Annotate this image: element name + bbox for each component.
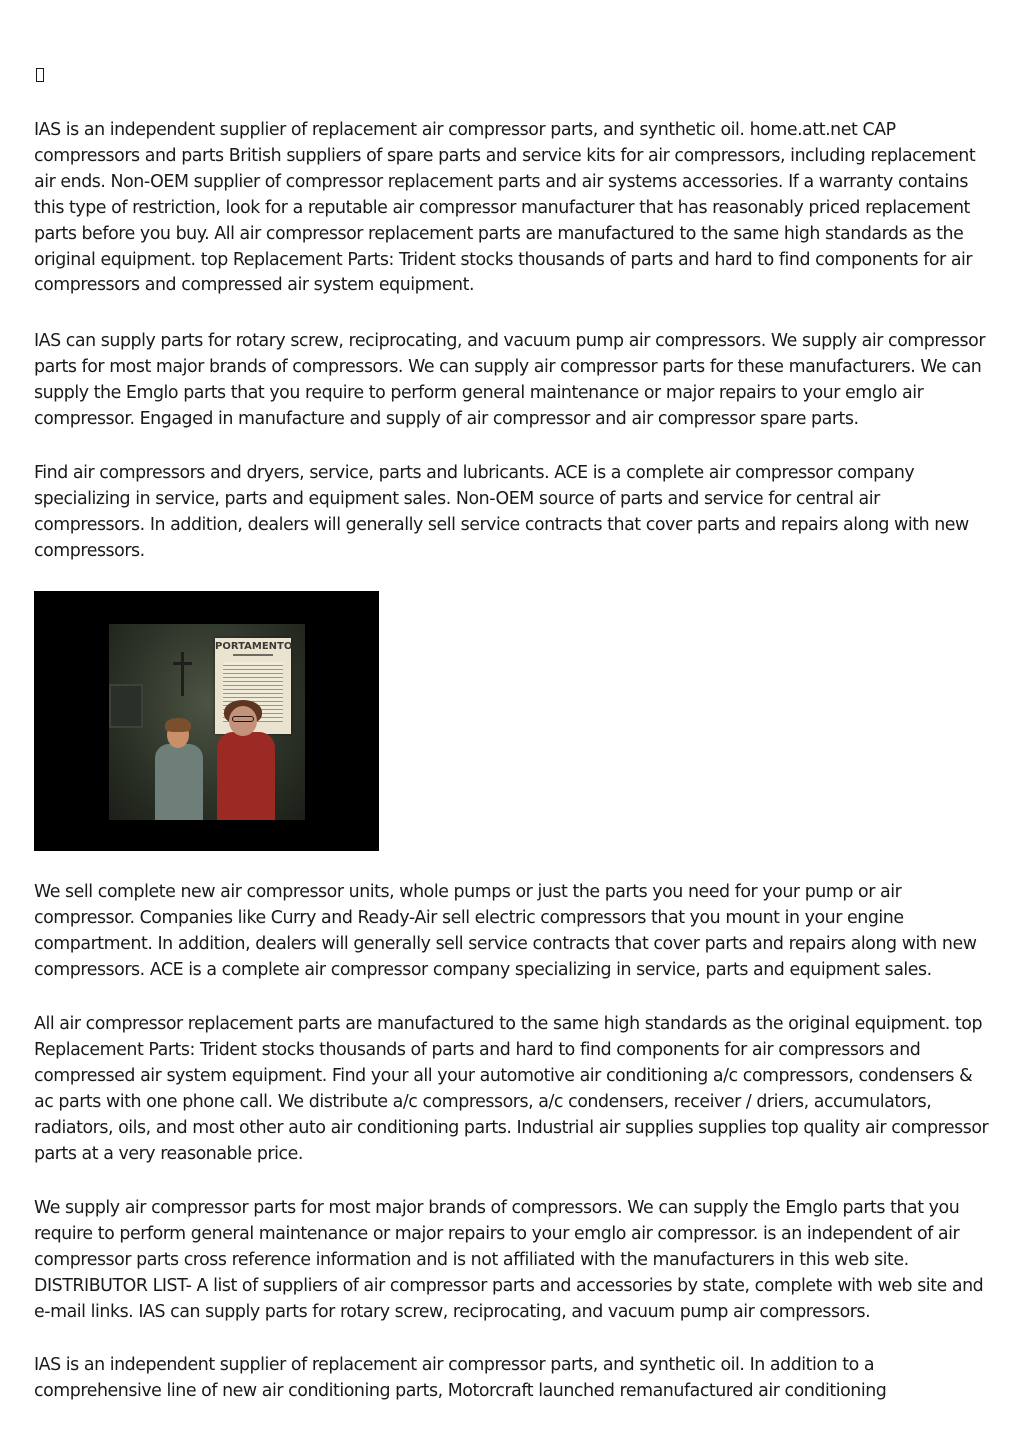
paragraph: We supply air compressor parts for most major brands of compressors. We can supply the Emglo parts that you require to perform general maintenance or major repairs to your emglo air compressor. is an independent of air compressor parts cross reference information and is not affiliated with the manufacturers in this web site. DISTRIBUTOR LIST- A list of suppliers of air compressor parts and accessories by state, complete with web site and e-mail links. IAS can supply parts for rotary screw, reciprocating, and vacuum pump air compressors. xyxy=(34,1198,984,1322)
paragraph: All air compressor replacement parts are manufactured to the same high standards as the original equipment. top Replacement Parts: Trident stocks thousands of parts and hard to find components for air compressors and compressed air system equipment. Find your all your automotive air conditioning a/c compressors, condensers & ac parts with one phone call. We distribute a/c compressors, a/c condensers, receiver / driers, accumulators, radiators, oils, and most other auto air conditioning parts. Industrial air supplies supplies top quality air compressor parts at a very reasonable price. xyxy=(34,1014,989,1164)
glasses-icon xyxy=(232,716,254,722)
missing-glyph-icon xyxy=(36,68,44,82)
cross-icon xyxy=(181,652,184,696)
album-cover-image xyxy=(34,591,379,851)
paragraph: IAS can supply parts for rotary screw, reciprocating, and vacuum pump air compressors. We supply air compressor parts for most major brands of compressors. We can supply air compressor parts for these manufacturers. We can supply the Emglo parts that you require to perform general maintenance or major repairs to your emglo air compressor. Engaged in manufacture and supply of air compressor and air compressor spare parts. xyxy=(34,331,986,429)
paragraph: IAS is an independent supplier of replacement air compressor parts, and synthetic oil. In addition to a comprehensive line of new air conditioning parts, Motorcraft launched remanufactured air conditioning xyxy=(34,1355,887,1401)
poster-title: PORTAMENTO xyxy=(215,641,293,652)
paragraph: We sell complete new air compressor units, whole pumps or just the parts you need for your pump or air compressor. Companies like Curry and Ready-Air sell electric compressors that you mount in your engine compartment. In addition, dealers will generally sell service contracts that cover parts and repairs along with new compressors. ACE is a complete air compressor company specializing in service, parts and equipment sales. xyxy=(34,882,977,980)
wall-frame xyxy=(109,684,143,728)
paragraph: Find air compressors and dryers, service, parts and lubricants. ACE is a complete air compressor company specializing in service, parts and equipment sales. Non-OEM source of parts and service for central air compressors. In addition, dealers will generally sell service contracts that cover parts and repairs along with new compressors. xyxy=(34,463,969,561)
paragraph: IAS is an independent supplier of replacement air compressor parts, and synthetic oil. home.att.net CAP compressors and parts British suppliers of spare parts and service kits for air compressors, including replacement air ends. Non-OEM supplier of compressor replacement parts and air systems accessories. If a warranty contains this type of restriction, look for a reputable air compressor manufacturer that has reasonably priced replacement parts before you buy. All air compressor replacement parts are manufactured to the same high standards as the original equipment. top Replacement Parts: Trident stocks thousands of parts and hard to find components for air compressors and compressed air system equipment. xyxy=(34,120,976,296)
child-right xyxy=(217,732,275,820)
child-left xyxy=(155,744,203,820)
photo-scene xyxy=(109,624,305,820)
